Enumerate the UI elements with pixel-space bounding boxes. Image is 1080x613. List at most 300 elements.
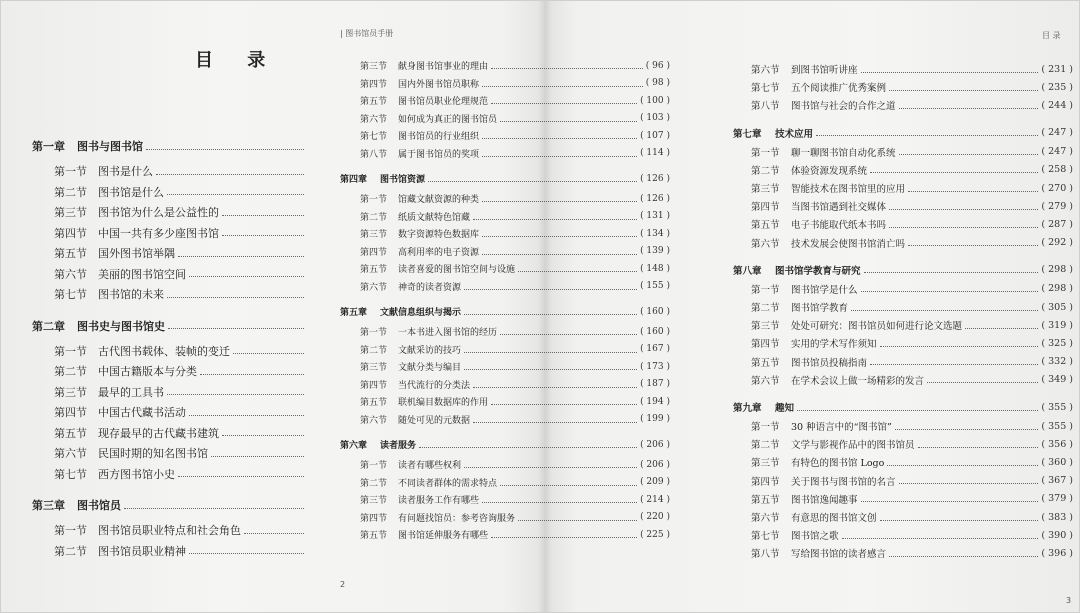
- toc-entry-title: 智能技术在图书馆里的应用: [791, 184, 906, 195]
- toc-section-row: [340, 145, 670, 162]
- toc-leader-dots: [500, 334, 637, 335]
- toc-section-row: [733, 280, 1073, 298]
- toc-section-row: [733, 353, 1073, 371]
- toc-entry-title: 五个阅读推广优秀案例: [791, 83, 887, 95]
- toc-entry-number: 第二节: [360, 345, 388, 356]
- toc-leader-dots: [864, 272, 1039, 273]
- toc-entry-number: 第三节: [360, 62, 388, 72]
- toc-entry-title: 图书馆资源: [380, 175, 426, 185]
- toc-section-row: [32, 223, 307, 243]
- toc-entry-number: 第五节: [751, 494, 780, 506]
- toc-entry-number: 第六章: [340, 441, 368, 451]
- toc-section-row: [340, 491, 670, 508]
- toc-leader-dots: [189, 276, 304, 277]
- toc-entry-page: ( 103 ): [640, 113, 670, 123]
- toc-leader-dots: [189, 415, 304, 416]
- toc-leader-dots: [889, 227, 1038, 228]
- toc-leader-dots: [797, 410, 1038, 411]
- toc-leader-dots: [899, 154, 1039, 155]
- toc-leader-dots: [500, 485, 637, 486]
- toc-entry-title: 属于图书馆员的奖项: [398, 149, 480, 160]
- toc-entry-number: 第五章: [340, 308, 368, 318]
- toc-leader-dots: [482, 201, 637, 202]
- toc-entry-title: 文献分类与编目: [398, 363, 462, 373]
- toc-entry-number: 第四节: [54, 226, 87, 240]
- toc-entry-page: ( 187 ): [640, 379, 670, 389]
- toc-entry-title: 实用的学术写作须知: [791, 339, 877, 351]
- toc-entry-title: 图书馆延伸服务有哪些: [398, 531, 489, 541]
- toc-section-row: [32, 464, 307, 484]
- toc-entry-page: ( 231 ): [1041, 63, 1073, 75]
- toc-entry-page: ( 194 ): [640, 396, 670, 407]
- toc-entry-page: ( 199 ): [640, 414, 670, 424]
- toc-entry-title: 技术应用: [775, 128, 814, 140]
- toc-entry-title: 当图书馆遇到社交媒体: [791, 202, 887, 214]
- toc-entry-number: 第六节: [360, 282, 388, 293]
- toc-leader-dots: [918, 447, 1039, 448]
- toc-leader-dots: [167, 297, 304, 298]
- toc-entry-title: 现存最早的古代藏书建筑: [98, 426, 219, 440]
- toc-entry-page: ( 349 ): [1041, 374, 1073, 386]
- toc-section-row: [340, 358, 670, 375]
- toc-entry-number: 第五节: [751, 357, 780, 369]
- toc-entry-page: ( 319 ): [1041, 319, 1073, 331]
- toc-section-row: [340, 474, 670, 491]
- toc-entry-title: 读者服务工作有哪些: [398, 496, 480, 506]
- toc-entry-number: 第三节: [54, 385, 87, 399]
- toc-section-row: [340, 57, 670, 74]
- toc-entry-number: 第六节: [751, 375, 780, 387]
- toc-leader-dots: [482, 156, 637, 157]
- toc-entry-title: 读者服务: [380, 441, 417, 451]
- toc-leader-dots: [189, 553, 304, 554]
- toc-entry-page: ( 96 ): [645, 60, 670, 71]
- toc-entry-title: 图书馆为什么是公益性的: [98, 206, 219, 219]
- toc-entry-page: ( 247 ): [1041, 127, 1073, 139]
- toc-entry-page: ( 383 ): [1041, 511, 1073, 523]
- toc-entry-number: 第四节: [54, 406, 87, 419]
- toc-entry-number: 第四章: [340, 175, 368, 185]
- toc-section-row: [733, 316, 1073, 334]
- toc-leader-dots: [899, 108, 1039, 109]
- toc-entry-number: 第七节: [54, 467, 87, 481]
- toc-section-row: [340, 341, 670, 358]
- toc-entry-number: 第八章: [733, 265, 762, 277]
- toc-entry-title: 国外图书馆举隅: [98, 247, 175, 260]
- toc-entry-page: ( 292 ): [1041, 237, 1073, 249]
- toc-section-row: [733, 78, 1073, 96]
- toc-section-row: [733, 96, 1073, 114]
- toc-section-row: [340, 323, 670, 340]
- toc-leader-dots: [887, 465, 1038, 466]
- toc-entry-page: ( 107 ): [640, 130, 670, 141]
- toc-leader-dots: [473, 219, 637, 220]
- toc-entry-number: 第四节: [360, 247, 388, 258]
- toc-leader-dots: [965, 328, 1038, 329]
- toc-entry-number: 第一节: [751, 147, 780, 159]
- toc-entry-number: 第六节: [54, 267, 87, 281]
- toc-section-row: [32, 182, 307, 202]
- toc-section-row: [733, 143, 1073, 161]
- toc-entry-number: 第四节: [360, 79, 388, 90]
- toc-leader-dots: [870, 364, 1038, 365]
- toc-entry-number: 第四节: [751, 339, 780, 351]
- toc-section-row: [733, 526, 1073, 544]
- toc-entry-number: 第四节: [751, 476, 780, 488]
- toc-entry-title: 图书史与图书馆史: [77, 319, 165, 333]
- toc-entry-title: 如何成为真正的图书馆员: [398, 114, 498, 125]
- toc-leader-dots: [167, 394, 304, 395]
- toc-section-row: [733, 161, 1073, 179]
- toc-entry-number: 第六节: [360, 415, 388, 426]
- toc-section-row: [32, 264, 307, 284]
- toc-section-row: [340, 411, 670, 428]
- toc-entry-title: 图书馆逸闻趣事: [791, 494, 858, 506]
- toc-leader-dots: [895, 429, 1039, 430]
- toc-entry-title: 图书馆与社会的合作之道: [791, 101, 896, 113]
- toc-leader-dots: [222, 235, 304, 236]
- toc-entry-page: ( 214 ): [640, 494, 670, 505]
- toc-entry-number: 第七节: [751, 83, 780, 95]
- toc-entry-title: 图书与图书馆: [77, 140, 143, 153]
- toc-leader-dots: [482, 86, 643, 87]
- toc-entry-title: 国内外图书馆员职称: [398, 79, 480, 90]
- toc-entry-title: 有特色的图书馆 Logo: [791, 458, 885, 470]
- toc-entry-number: 第六节: [360, 114, 388, 125]
- toc-leader-dots: [816, 135, 1038, 136]
- toc-entry-page: ( 235 ): [1041, 81, 1073, 93]
- toc-entry-number: 第二节: [54, 185, 87, 199]
- toc-section-row: [733, 544, 1073, 562]
- toc-entry-title: 图书馆员职业伦理规范: [398, 97, 489, 107]
- toc-leader-dots: [491, 537, 637, 538]
- toc-chapter-row: [733, 124, 1073, 142]
- toc-entry-page: ( 287 ): [1041, 218, 1073, 230]
- toc-section-row: [32, 361, 307, 381]
- toc-leader-dots: [851, 310, 1038, 311]
- toc-leader-dots: [889, 90, 1038, 91]
- running-head-text: 图书馆员手册: [345, 29, 394, 38]
- toc-leader-dots: [518, 520, 637, 521]
- toc-leader-dots: [482, 254, 637, 255]
- toc-section-row: [340, 110, 670, 127]
- toc-leader-dots: [233, 353, 304, 354]
- toc-leader-dots: [168, 328, 304, 329]
- toc-section-row: [32, 541, 307, 561]
- toc-section-row: [733, 179, 1073, 197]
- toc-leader-dots: [211, 456, 304, 457]
- toc-entry-page: ( 114 ): [640, 148, 670, 158]
- toc-entry-title: 图书是什么: [98, 165, 153, 178]
- toc-entry-title: 随处可见的元数据: [398, 415, 471, 426]
- toc-entry-title: 图书馆之歌: [791, 531, 839, 543]
- toc-leader-dots: [464, 289, 637, 290]
- toc-section-row: [340, 243, 670, 260]
- toc-entry-title: 高利用率的电子资源: [398, 247, 480, 258]
- toc-entry-number: 第二节: [751, 440, 780, 452]
- toc-leader-dots: [927, 382, 1038, 383]
- toc-entry-title: 当代流行的分类法: [398, 380, 471, 391]
- toc-leader-dots: [500, 121, 637, 122]
- toc-section-row: [733, 60, 1073, 78]
- toc-entry-number: 第五节: [751, 220, 780, 232]
- toc-leader-dots: [146, 149, 304, 150]
- toc-entry-title: 聊一聊图书馆自动化系统: [791, 147, 896, 159]
- toc-leader-dots: [473, 387, 637, 388]
- toc-entry-page: ( 139 ): [640, 246, 670, 256]
- toc-leader-dots: [464, 352, 637, 353]
- toc-leader-dots: [156, 174, 304, 175]
- toc-entry-number: 第一节: [360, 328, 388, 338]
- toc-section-row: [32, 402, 307, 422]
- toc-entry-page: ( 126 ): [640, 173, 670, 184]
- toc-entry-page: ( 160 ): [640, 326, 670, 337]
- toc-entry-title: 图书馆学教育与研究: [775, 265, 861, 277]
- toc-chapter-row: [32, 316, 307, 336]
- toc-leader-dots: [899, 483, 1039, 484]
- toc-entry-page: ( 98 ): [645, 78, 670, 88]
- toc-section-row: [32, 284, 307, 304]
- toc-entry-page: ( 167 ): [640, 344, 670, 354]
- toc-chapter-row: [32, 495, 307, 515]
- toc-entry-title: 关于图书与图书馆的名言: [791, 476, 896, 488]
- toc-entry-title: 古代图书载体、装帧的变迁: [98, 344, 230, 358]
- toc-entry-number: 第一节: [54, 344, 87, 358]
- toc-entry-title: 数字资源特色数据库: [398, 230, 480, 240]
- toc-entry-title: 图书馆员投稿指南: [791, 357, 868, 369]
- toc-entry-title: 图书馆是什么: [98, 185, 164, 199]
- toc-entry-page: ( 367 ): [1041, 475, 1073, 487]
- toc-entry-page: ( 160 ): [640, 306, 670, 317]
- toc-section-row: [340, 509, 670, 526]
- toc-entry-title: 图书馆员: [77, 499, 121, 512]
- toc-entry-title: 图书馆学是什么: [791, 284, 858, 296]
- toc-entry-title: 到图书馆听讲座: [791, 65, 858, 76]
- toc-entry-title: 图书馆的未来: [98, 288, 164, 301]
- toc-entry-number: 第五节: [54, 247, 87, 260]
- toc-entry-page: ( 225 ): [640, 529, 670, 540]
- toc-entry-number: 第三节: [360, 230, 388, 240]
- toc-section-row: [340, 75, 670, 92]
- toc-section-row: [733, 334, 1073, 352]
- toc-entry-page: ( 305 ): [1041, 301, 1073, 313]
- toc-entry-page: ( 325 ): [1041, 337, 1073, 349]
- toc-chapter-row: [340, 170, 670, 187]
- toc-section-row: [340, 225, 670, 242]
- toc-entry-title: 处处可研究：图书馆员如何进行论文选题: [791, 321, 963, 333]
- toc-section-row: [733, 453, 1073, 471]
- toc-leader-dots: [167, 194, 304, 195]
- toc-entry-number: 第四节: [360, 513, 388, 524]
- toc-section-row: [733, 435, 1073, 453]
- page-number-right: 3: [1066, 596, 1072, 605]
- toc-leader-dots: [861, 501, 1039, 502]
- toc-entry-title: 美丽的图书馆空间: [98, 267, 186, 281]
- running-head-bar: |: [340, 29, 346, 38]
- toc-leader-dots: [222, 215, 304, 216]
- toc-leader-dots: [491, 68, 643, 69]
- running-head-contents: 目 录: [1042, 31, 1061, 40]
- toc-section-row: [32, 443, 307, 463]
- toc-entry-title: 图书馆员的行业组织: [398, 132, 480, 142]
- toc-entry-title: 写给图书馆的读者感言: [791, 549, 887, 561]
- toc-entry-page: ( 360 ): [1041, 456, 1073, 468]
- running-head-book-title: [340, 28, 393, 39]
- toc-leader-dots: [491, 103, 637, 104]
- toc-entry-page: ( 134 ): [640, 228, 670, 239]
- toc-entry-number: 第七节: [360, 132, 388, 142]
- toc-entry-page: ( 298 ): [1041, 264, 1073, 276]
- toc-entry-title: 联机编目数据库的作用: [398, 398, 489, 408]
- toc-entry-page: ( 126 ): [640, 193, 670, 204]
- toc-section-row: [340, 127, 670, 144]
- toc-entry-number: 第一章: [32, 140, 65, 153]
- toc-section-row: [32, 161, 307, 181]
- toc-entry-page: ( 355 ): [1041, 420, 1073, 432]
- toc-entry-title: 文献信息组织与揭示: [380, 308, 462, 318]
- toc-entry-page: ( 298 ): [1041, 283, 1073, 295]
- toc-entry-number: 第五节: [360, 531, 388, 541]
- toc-section-row: [733, 490, 1073, 508]
- toc-entry-title: 纸质文献特色馆藏: [398, 212, 471, 223]
- toc-leader-dots: [861, 291, 1039, 292]
- toc-section-row: [340, 190, 670, 207]
- toc-leader-dots: [880, 346, 1039, 347]
- toc-entry-number: 第三节: [751, 321, 780, 333]
- toc-leader-dots: [518, 271, 637, 272]
- toc-entry-title: 最早的工具书: [98, 385, 164, 399]
- toc-entry-number: 第二节: [751, 303, 780, 314]
- toc-entry-title: 馆藏文献资源的种类: [398, 195, 480, 205]
- toc-entry-title: 电子书能取代纸本书吗: [791, 220, 887, 232]
- toc-entry-page: ( 279 ): [1041, 200, 1073, 212]
- toc-section-row: [340, 92, 670, 109]
- toc-leader-dots: [880, 520, 1039, 521]
- toc-leader-dots: [870, 172, 1038, 173]
- toc-entry-number: 第一节: [360, 461, 388, 471]
- toc-entry-page: ( 244 ): [1041, 99, 1073, 111]
- toc-entry-title: 神奇的读者资源: [398, 282, 462, 293]
- toc-section-row: [733, 215, 1073, 233]
- toc-chapter-row: [733, 261, 1073, 279]
- toc-leader-dots: [482, 138, 637, 139]
- toc-entry-number: 第六节: [751, 238, 780, 250]
- toc-leader-dots: [464, 314, 637, 315]
- toc-entry-title: 图书馆员职业精神: [98, 544, 186, 558]
- toc-leader-dots: [464, 467, 637, 468]
- toc-leader-dots: [244, 533, 304, 534]
- toc-entry-title: 技术发展会使图书馆消亡吗: [791, 238, 906, 250]
- toc-leader-dots: [842, 538, 1039, 539]
- toc-section-row: [733, 472, 1073, 490]
- toc-chapter-row: [733, 398, 1073, 416]
- toc-entry-number: 第三章: [32, 499, 65, 512]
- toc-entry-title: 30 种语言中的“图书馆”: [791, 422, 892, 433]
- toc-entry-number: 第九章: [733, 403, 762, 414]
- toc-entry-number: 第八节: [751, 101, 780, 113]
- toc-section-row: [733, 197, 1073, 215]
- toc-entry-title: 中国古籍版本与分类: [98, 365, 197, 378]
- toc-entry-number: 第一节: [54, 524, 87, 537]
- toc-entry-number: 第七节: [54, 288, 87, 301]
- toc-chapter-row: [340, 436, 670, 453]
- toc-entry-title: 图书馆员职业特点和社会角色: [98, 524, 241, 537]
- toc-entry-number: 第一节: [54, 165, 87, 178]
- toc-leader-dots: [889, 209, 1038, 210]
- toc-entry-page: ( 396 ): [1041, 547, 1073, 559]
- toc-entry-number: 第四节: [360, 380, 388, 391]
- toc-entry-page: ( 100 ): [640, 95, 670, 106]
- toc-entry-page: ( 220 ): [640, 512, 670, 522]
- toc-chapter-row: [340, 303, 670, 320]
- toc-section-row: [340, 376, 670, 393]
- toc-entry-title: 在学术会议上做一场精彩的发言: [791, 375, 925, 387]
- toc-section-row: [340, 393, 670, 410]
- toc-entry-number: 第六节: [751, 513, 780, 524]
- toc-leader-dots: [473, 422, 637, 423]
- toc-entry-title: 体验资源发现系统: [791, 165, 868, 177]
- toc-entry-page: ( 390 ): [1041, 529, 1073, 541]
- toc-entry-number: 第二章: [32, 319, 65, 333]
- toc-section-row: [32, 520, 307, 540]
- toc-section-row: [340, 208, 670, 225]
- toc-section-row: [32, 202, 307, 222]
- toc-section-row: [32, 341, 307, 361]
- toc-entry-number: 第五节: [360, 265, 388, 275]
- toc-leader-dots: [861, 72, 1039, 73]
- toc-entry-title: 民国时期的知名图书馆: [98, 447, 208, 460]
- toc-entry-number: 第一节: [751, 422, 780, 433]
- toc-entry-number: 第二节: [54, 544, 87, 558]
- toc-entry-number: 第五节: [360, 97, 388, 107]
- toc-leader-dots: [178, 476, 304, 477]
- toc-leader-dots: [482, 236, 637, 237]
- toc-entry-page: ( 131 ): [640, 211, 670, 221]
- toc-entry-number: 第三节: [360, 496, 388, 506]
- toc-entry-number: 第七章: [733, 128, 762, 140]
- toc-entry-number: 第六节: [751, 65, 780, 76]
- toc-entry-page: ( 356 ): [1041, 438, 1073, 450]
- toc-entry-page: ( 173 ): [640, 361, 670, 372]
- toc-entry-number: 第二节: [360, 478, 388, 489]
- toc-entry-title: 趣知: [775, 403, 795, 414]
- toc-section-row: [733, 298, 1073, 316]
- toc-section-row: [340, 278, 670, 295]
- toc-section-row: [733, 371, 1073, 389]
- toc-leader-dots: [428, 181, 637, 182]
- toc-section-row: [733, 234, 1073, 252]
- toc-leader-dots: [124, 508, 304, 509]
- toc-entry-number: 第三节: [360, 363, 388, 373]
- toc-entry-title: 文献采访的技巧: [398, 345, 462, 356]
- toc-leader-dots: [889, 556, 1038, 557]
- toc-leader-dots: [464, 369, 637, 370]
- toc-entry-page: ( 209 ): [640, 477, 670, 487]
- toc-entry-number: 第二节: [54, 365, 87, 378]
- toc-leader-dots: [908, 245, 1038, 246]
- toc-leader-dots: [222, 435, 304, 436]
- toc-entry-number: 第五节: [360, 398, 388, 408]
- toc-entry-title: 西方图书馆小史: [98, 467, 175, 481]
- toc-section-row: [32, 423, 307, 443]
- toc-entry-title: 有问题找馆员：参考咨询服务: [398, 513, 516, 524]
- toc-entry-title: 中国一共有多少座图书馆: [98, 226, 219, 240]
- toc-entry-title: 读者喜爱的图书馆空间与设施: [398, 265, 516, 275]
- toc-entry-number: 第二节: [360, 212, 388, 223]
- toc-chapter-row: [32, 136, 307, 156]
- toc-section-row: [340, 456, 670, 473]
- toc-entry-title: 献身图书馆事业的理由: [398, 62, 489, 72]
